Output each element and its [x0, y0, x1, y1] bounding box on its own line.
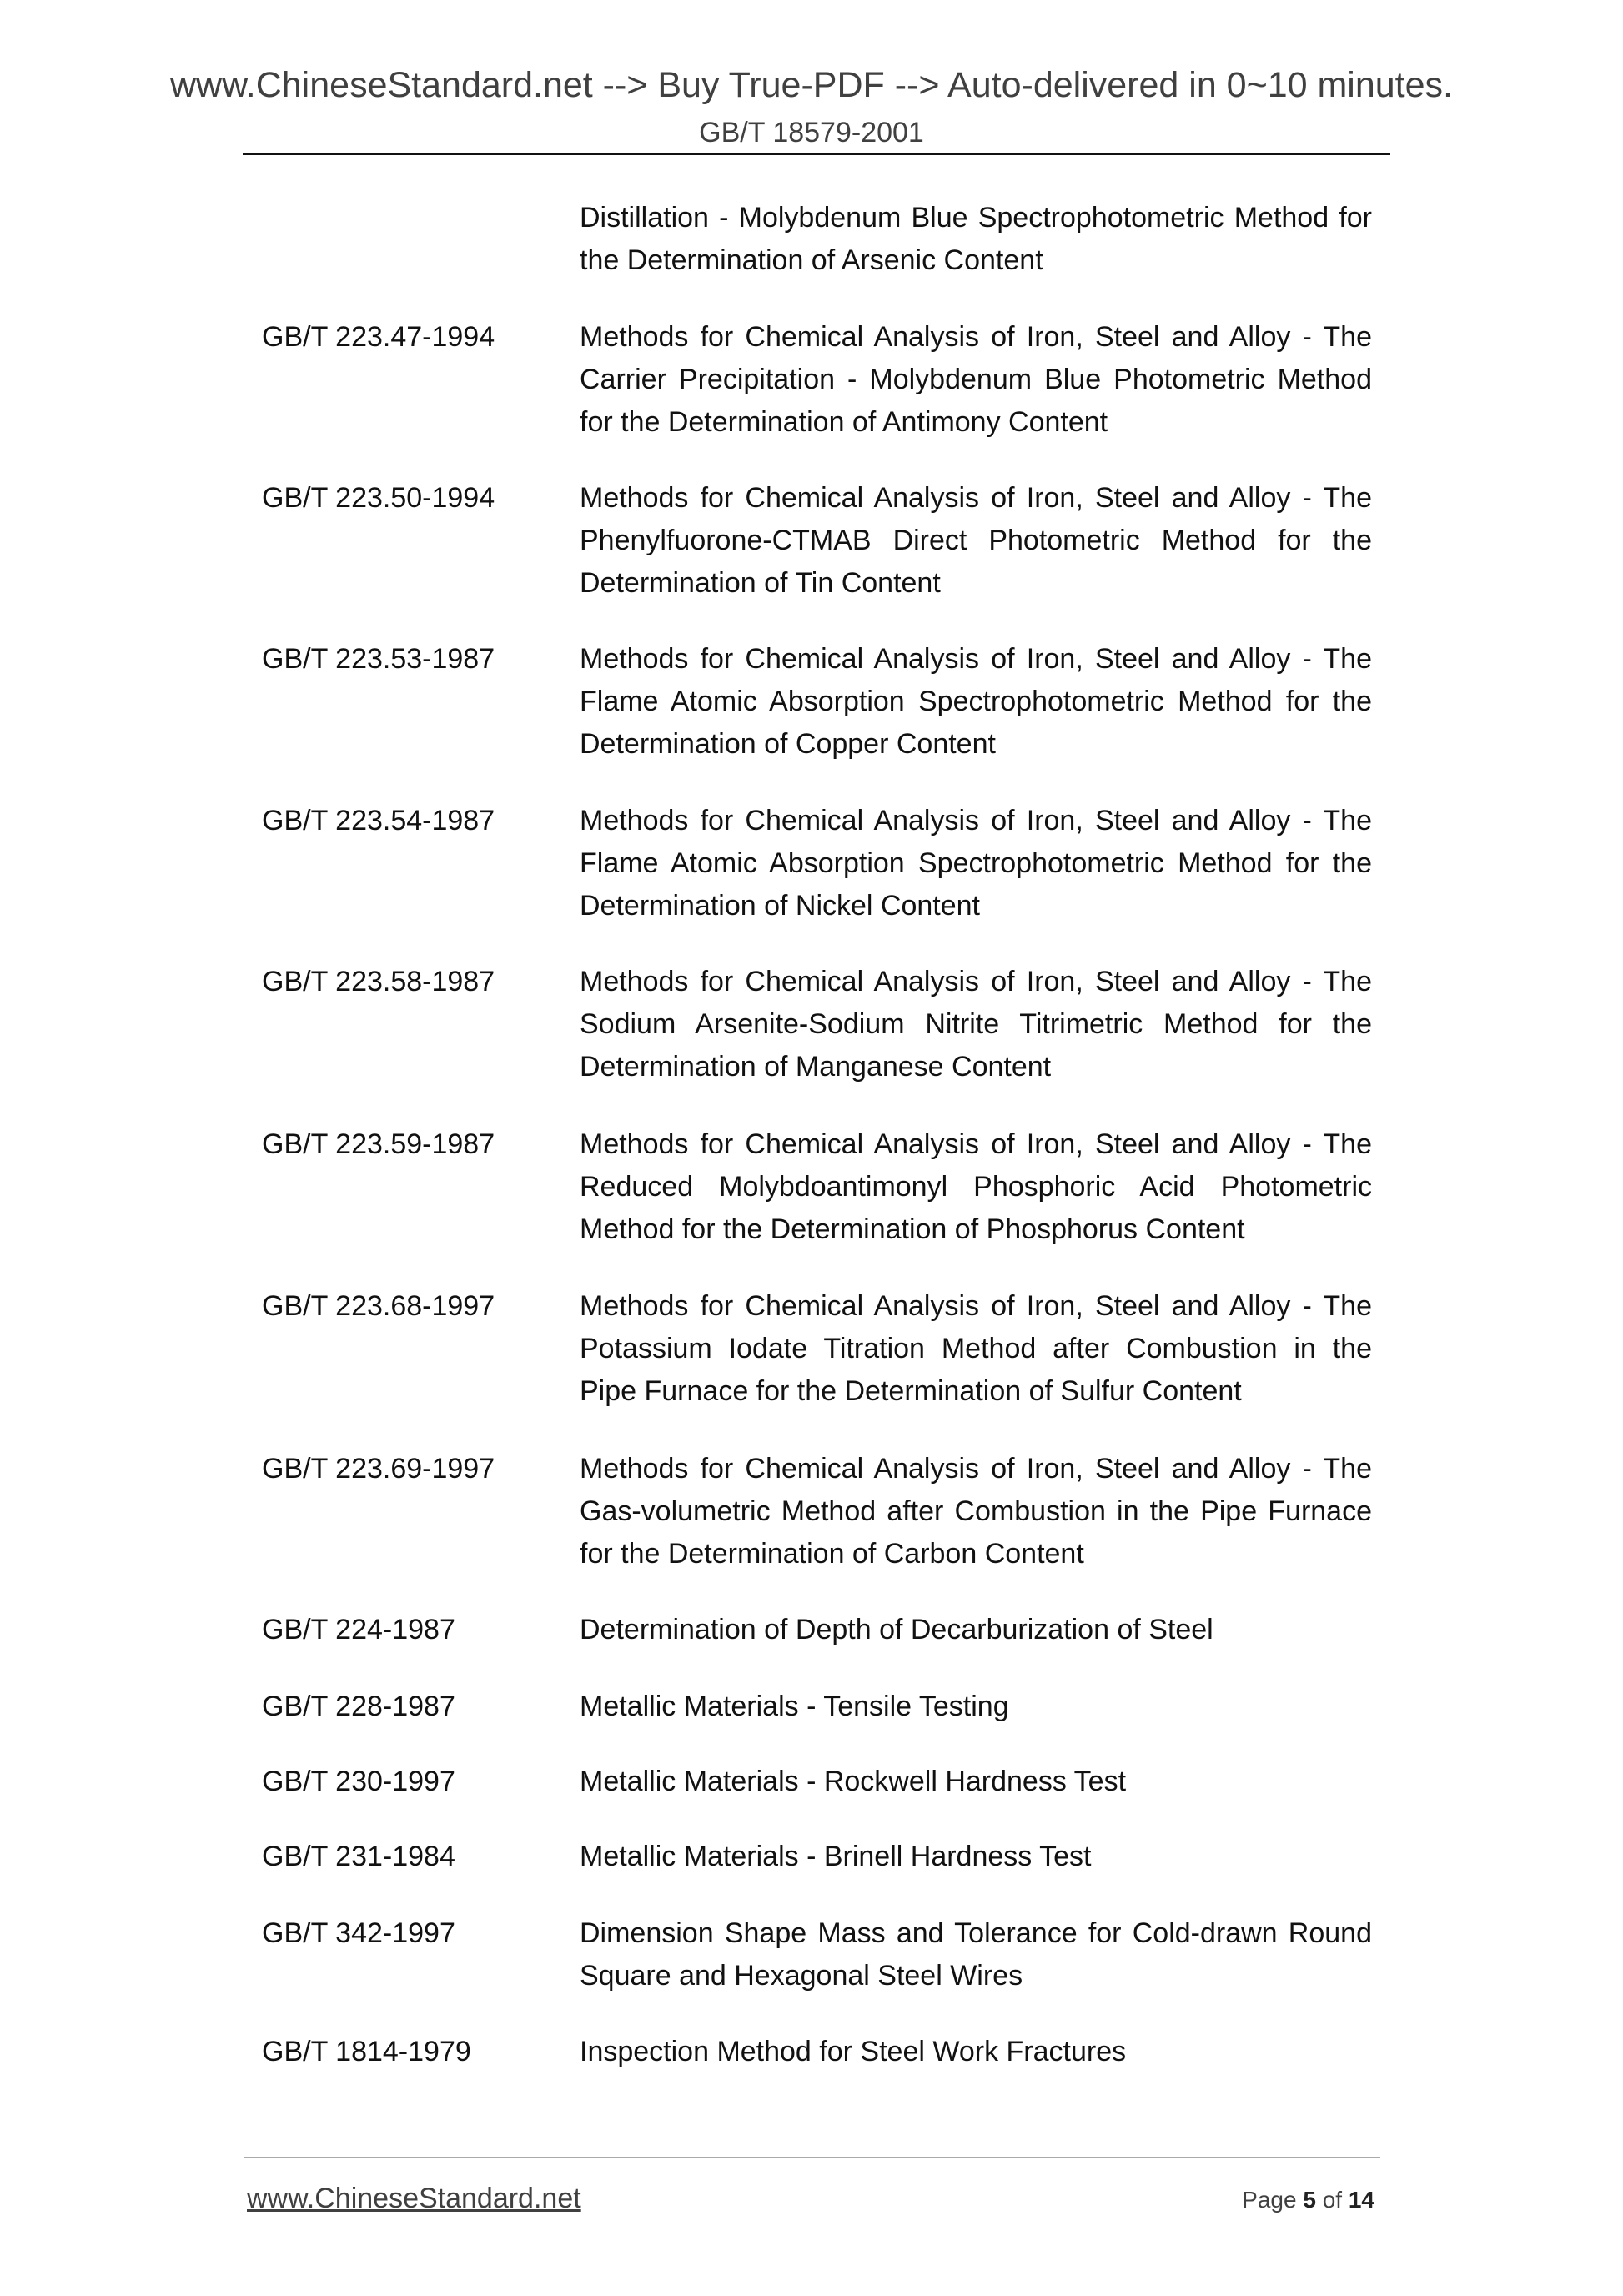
standard-title: Dimension Shape Mass and Tolerance for Cold-drawn Round Square and Hexagonal Steel Wires [580, 1917, 1372, 1992]
standard-code: GB/T 223.69-1997 [262, 1453, 495, 1485]
standard-title: Distillation - Molybdenum Blue Spectrophotometric Method for the Determination of Arsenic Content [580, 202, 1372, 276]
standard-title: Methods for Chemical Analysis of Iron, Steel and Alloy - The Carrier Precipitation - Molybdenum Blue Photometric Method for the Determination of Antimony Content [580, 321, 1372, 438]
standard-title: Metallic Materials - Brinell Hardness Test [580, 1841, 1092, 1872]
standard-code: GB/T 223.50-1994 [262, 482, 495, 514]
standard-title: Metallic Materials - Rockwell Hardness Test [580, 1766, 1127, 1797]
standard-code: GB/T 223.47-1994 [262, 321, 495, 353]
footer-website-link[interactable]: www.ChineseStandard.net [247, 2183, 581, 2214]
standard-title: Metallic Materials - Tensile Testing [580, 1691, 1009, 1722]
standard-code: GB/T 342-1997 [262, 1917, 455, 1949]
header-divider [243, 153, 1390, 155]
document-id: GB/T 18579-2001 [699, 117, 924, 148]
header-banner: www.ChineseStandard.net --> Buy True-PDF --> Auto-delivered in 0~10 minutes. [169, 65, 1453, 105]
standard-code: GB/T 231-1984 [262, 1841, 455, 1872]
standard-code: GB/T 223.59-1987 [262, 1128, 495, 1160]
page-prefix: Page [1242, 2187, 1297, 2213]
standard-code: GB/T 230-1997 [262, 1766, 455, 1797]
footer-divider [244, 2157, 1380, 2158]
standard-title: Determination of Depth of Decarburization of Steel [580, 1614, 1213, 1645]
standard-title: Methods for Chemical Analysis of Iron, Steel and Alloy - The Reduced Molybdoantimonyl Phosphoric Acid Photometric Method for the Determination of Phosphorus Content [580, 1128, 1372, 1245]
standard-title: Methods for Chemical Analysis of Iron, Steel and Alloy - The Flame Atomic Absorption Spectrophotometric Method for the Determination of Nickel Content [580, 805, 1372, 922]
standard-code: GB/T 1814-1979 [262, 2036, 471, 2067]
standard-code: GB/T 228-1987 [262, 1691, 455, 1722]
page-of: of [1322, 2187, 1343, 2213]
standard-code: GB/T 223.58-1987 [262, 966, 495, 997]
standard-title: Methods for Chemical Analysis of Iron, Steel and Alloy - The Potassium Iodate Titration Method after Combustion in the Pipe Furnace for the Determination of Sulfur Content [580, 1290, 1372, 1407]
standard-code: GB/T 223.54-1987 [262, 805, 495, 837]
standard-title: Methods for Chemical Analysis of Iron, Steel and Alloy - The Gas-volumetric Method after Combustion in the Pipe Furnace for the Determination of Carbon Content [580, 1453, 1372, 1570]
page-total: 14 [1348, 2187, 1374, 2213]
page-current: 5 [1303, 2187, 1316, 2213]
standard-title: Inspection Method for Steel Work Fractures [580, 2036, 1127, 2067]
standard-code: GB/T 224-1987 [262, 1614, 455, 1645]
standard-title: Methods for Chemical Analysis of Iron, Steel and Alloy - The Flame Atomic Absorption Spectrophotometric Method for the Determination of Copper Content [580, 643, 1372, 760]
standard-code: GB/T 223.53-1987 [262, 643, 495, 675]
page-indicator [1242, 2187, 1374, 2213]
standard-code: GB/T 223.68-1997 [262, 1290, 495, 1322]
standard-title: Methods for Chemical Analysis of Iron, Steel and Alloy - The Phenylfuorone-CTMAB Direct Photometric Method for the Determination of Tin Content [580, 482, 1372, 599]
standard-title: Methods for Chemical Analysis of Iron, Steel and Alloy - The Sodium Arsenite-Sodium Nitrite Titrimetric Method for the Determination of Manganese Content [580, 966, 1372, 1083]
